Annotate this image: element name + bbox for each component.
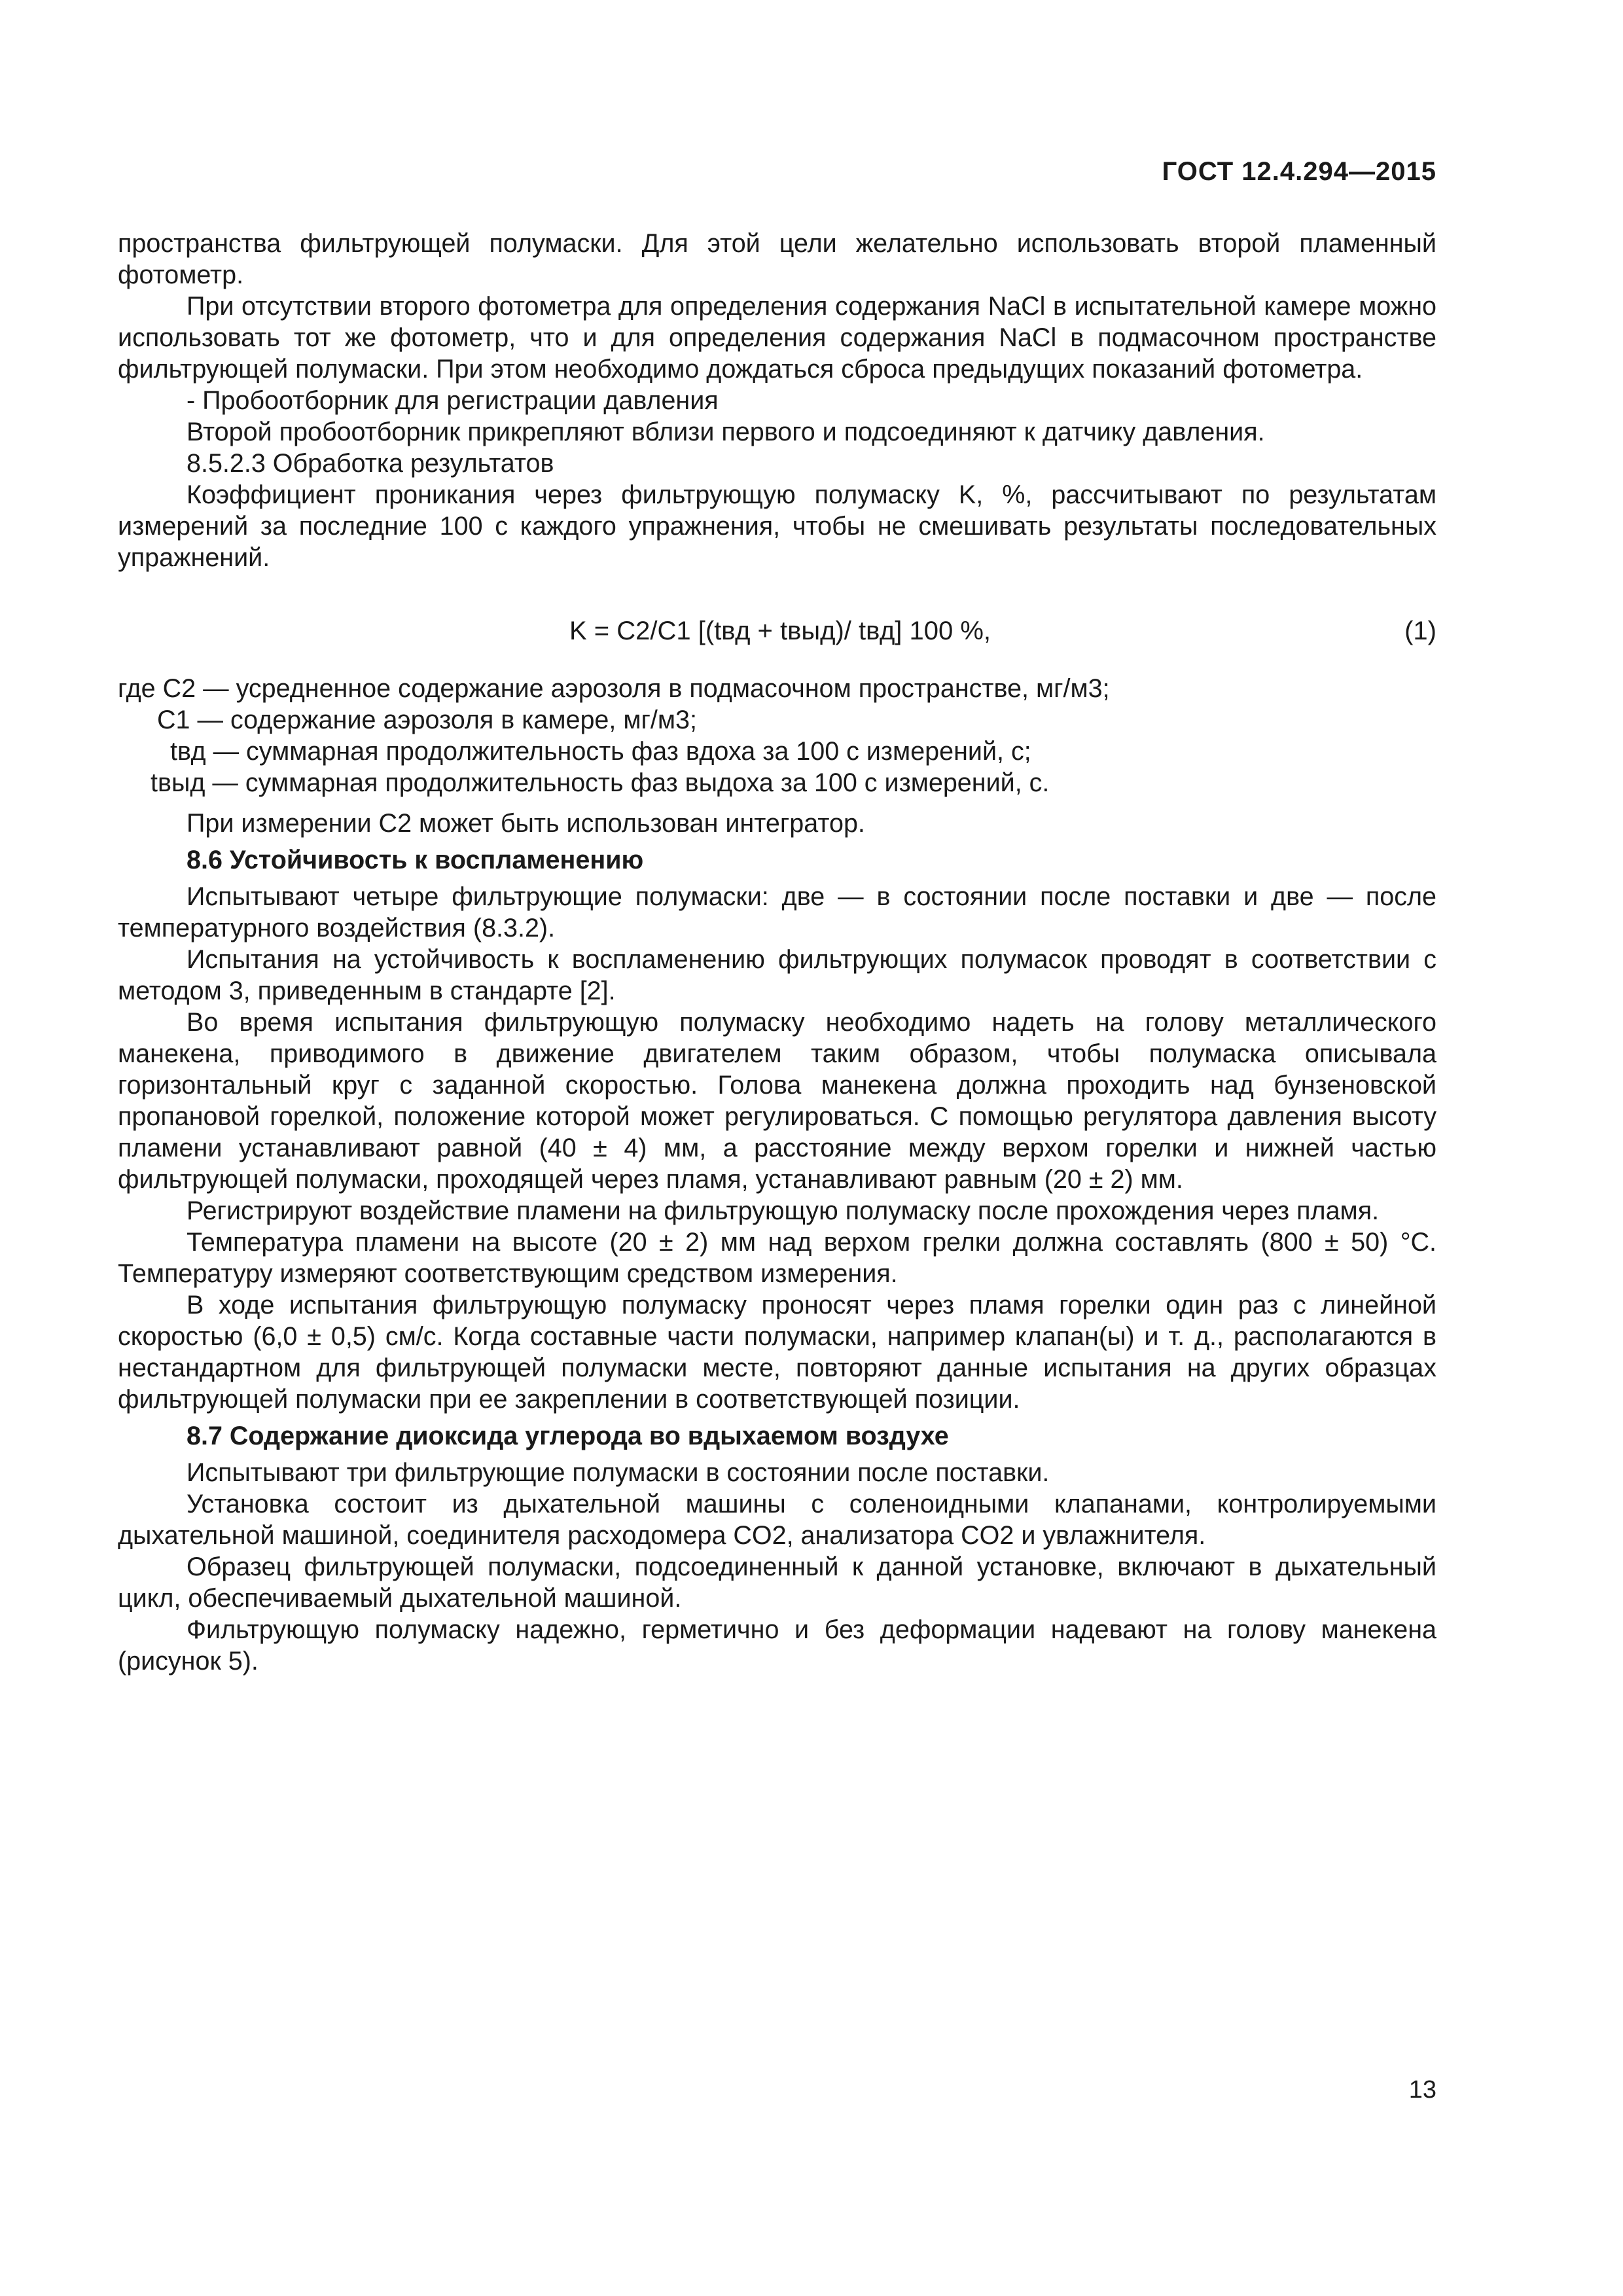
where-symbol: tвд (170, 737, 206, 766)
subsection-heading: 8.5.2.3 Обработка результатов (187, 449, 554, 478)
paragraph: Во время испытания фильтрующую полумаску необходимо надеть на голову металлического манекена, приводимого в движение двигателем таким образом, чтобы полумаска описывала горизонтальный круг с заданной скоростью. Голова манекена должна проходить над бунзеновской пропановой горелкой, положение которой может регулироваться. С помощью регулятора давления высоту пламени устанавливают равной (40 ± 4) мм, а расстояние между верхом горелки и нижней частью фильтрующей полумаски, проходящей через пламя, устанавливают равным (20 ± 2) мм. (118, 1008, 1436, 1194)
paragraph: В ходе испытания фильтрующую полумаску проносят через пламя горелки один раз с линейной скоростью (6,0 ± 0,5) см/с. Когда составные части полумаски, например клапан(ы) и т. д., располагаются в нестандартном для фильтрующей полумаски месте, повторяют данные испытания на других образцах фильтрующей полумаски при ее закреплении в соответствующей позиции. (118, 1291, 1436, 1414)
where-description: — суммарная продолжительность фаз вдоха за 100 с измерений, с; (213, 737, 1031, 766)
paragraph: При отсутствии второго фотометра для определения содержания NaCl в испытательной камере можно использовать тот же фотометр, что и для определения содержания NaCl в подмасочном пространстве фильтрующей полумаски. При этом необходимо дождаться сброса предыдущих показаний фотометра. (118, 292, 1436, 384)
formula-row (118, 592, 1436, 673)
where-list (118, 673, 1436, 798)
paragraph: Второй пробоотборник прикрепляют вблизи первого и подсоединяют к датчику давления. (187, 418, 1265, 446)
paragraph: пространства фильтрующей полумаски. Для этой цели желательно использовать второй пламенный фотометр. (118, 229, 1436, 289)
document-code: ГОСТ 12.4.294—2015 (1162, 157, 1436, 186)
where-item (118, 704, 1436, 736)
page-number: 13 (1408, 2076, 1436, 2104)
where-item (118, 736, 1436, 767)
document-body (118, 228, 1436, 1677)
paragraph: При измерении C2 может быть использован интегратор. (187, 809, 865, 838)
paragraph: Испытывают четыре фильтрующие полумаски: две — в состоянии после поставки и две — после температурного воздействия (8.3.2). (118, 882, 1436, 942)
where-item (118, 673, 1436, 704)
section-heading-8-7: 8.7 Содержание диоксида углерода во вдыхаемом воздухе (187, 1422, 949, 1450)
where-description: — суммарная продолжительность фаз выдоха за 100 с измерений, с. (212, 768, 1050, 797)
where-symbol: где C2 (118, 674, 196, 703)
paragraph: Регистрируют воздействие пламени на фильтрующую полумаску после прохождения через пламя. (187, 1196, 1380, 1225)
where-description: — усредненное содержание аэрозоля в подмасочном пространстве, мг/м3; (203, 674, 1110, 703)
paragraph: Испытания на устойчивость к воспламенению фильтрующих полумасок проводят в соответствии с методом 3, приведенным в стандарте [2]. (118, 945, 1436, 1005)
paragraph: Испытывают три фильтрующие полумаски в состоянии после поставки. (187, 1458, 1050, 1487)
where-symbol: tвыд (151, 768, 205, 797)
paragraph: Коэффициент проникания через фильтрующую полумаску K, %, рассчитывают по результатам измерений за последние 100 с каждого упражнения, чтобы не смешивать результаты последовательных упражнений. (118, 480, 1436, 572)
paragraph: Образец фильтрующей полумаски, подсоединенный к данной установке, включают в дыхательный цикл, обеспечиваемый дыхательной машиной. (118, 1552, 1436, 1613)
section-heading-8-6: 8.6 Устойчивость к воспламенению (187, 846, 644, 874)
formula-number: (1) (1404, 617, 1436, 645)
formula: K = C2/C1 [(tвд + tвыд)/ tвд] 100 %, (569, 617, 991, 645)
where-description: — содержание аэрозоля в камере, мг/м3; (197, 706, 697, 734)
paragraph: Установка состоит из дыхательной машины с соленоидными клапанами, контролируемыми дыхательной машиной, соединителя расходомера CO2, анализатора CO2 и увлажнителя. (118, 1490, 1436, 1550)
where-symbol: C1 (157, 706, 190, 734)
paragraph: Фильтрующую полумаску надежно, герметично и без деформации надевают на голову манекена (рисунок 5). (118, 1615, 1436, 1676)
list-item: - Пробоотборник для регистрации давления (187, 386, 719, 415)
paragraph: Температура пламени на высоте (20 ± 2) мм над верхом грелки должна составлять (800 ± 50) °С. Температуру измеряют соответствующим средством измерения. (118, 1228, 1436, 1288)
where-item (118, 767, 1436, 798)
